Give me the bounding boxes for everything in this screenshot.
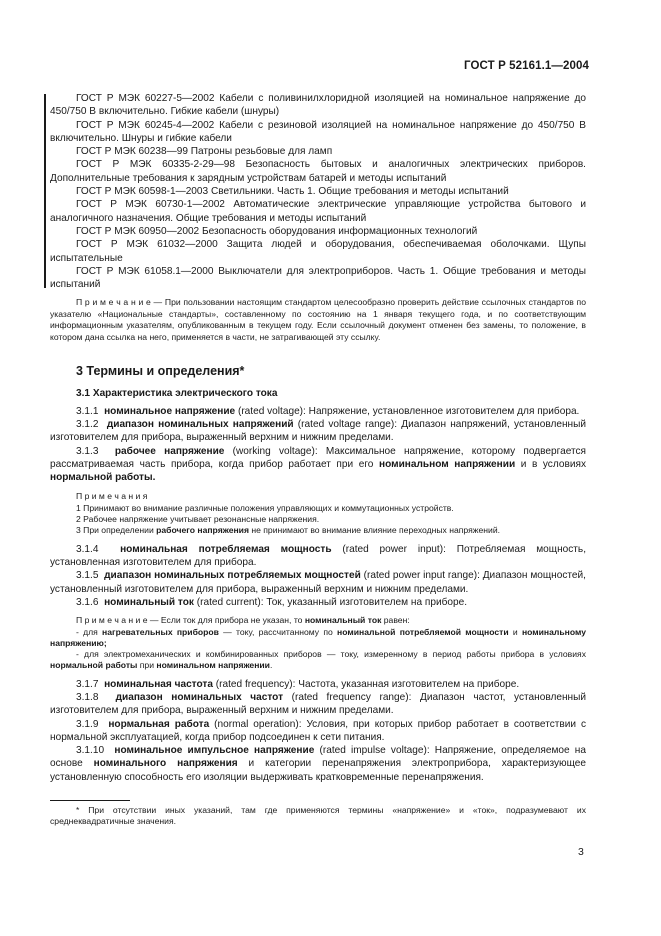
ref-item: ГОСТ Р МЭК 60238—99 Патроны резьбовые для ламп [76,146,333,158]
footnote-divider [50,800,130,801]
note-3-1-6 [50,615,586,671]
page-content [50,92,586,828]
ref-item: ГОСТ Р МЭК 60245-4—2002 Кабели с резиновой изоляцией на номинальное напряжение до 450/750 В включительно. Шнуры и гибкие кабели [50,119,586,144]
term-name: номинальная частота [104,678,213,690]
note-item: - для электромеханических и комбинированных приборов — току, измеренному в период работы прибора в условиях нормальной работы при номинальном напряжении. [50,649,586,671]
section-title: 3 Термины и определения* [76,364,245,379]
term-3-1-10: 3.1.10 номинальное импульсное напряжение (rated impulse voltage): Напряжение, определяемое на основе номинального напряжения и категории перенапряжения электроприбора, характеризующее установленную способность его изоляции выдерживать кратковременные перенапряжения. [50,745,586,783]
note-item: - для нагревательных приборов — току, рассчитанному по номинальной потребляемой мощности и номинальному напряжению; [50,626,586,648]
ref-item: ГОСТ Р МЭК 60335-2-29—98 Безопасность бытовых и аналогичных электрических приборов. Дополнительные требования к зарядным устройствам батарей и методы испытаний [50,159,586,184]
term-name: диапазон номинальных потребляемых мощностей [104,570,361,582]
ref-item: ГОСТ Р МЭК 60730-1—2002 Автоматические электрические управляющие устройства бытового и аналогичного назначения. Общие требования и методы испытаний [50,199,586,224]
document-id: ГОСТ Р 52161.1—2004 [464,60,589,72]
ref-item: ГОСТ Р МЭК 60950—2002 Безопасность оборудования информационных технологий [76,225,478,237]
notes-3-1-3 [50,491,586,537]
footnote: * При отсутствии иных указаний, там где применяются термины «напряжение» и «ток», подразумевают их среднеквадратичные значения. [50,805,586,827]
ref-item: ГОСТ Р МЭК 60598-1—2003 Светильники. Часть 1. Общие требования и методы испытаний [76,186,509,198]
term-name: рабочее напряжение [114,445,225,457]
term-3-1-2: 3.1.2 диапазон номинальных напряжений (rated voltage range): Диапазон напряжений, установленный изготовителем для прибора, выраженный верхним и нижним пределами. [50,419,587,444]
note-item: П р и м е ч а н и е — Если ток для прибора не указан, то номинальный ток равен: [76,615,410,626]
references-note [50,297,586,343]
ref-item: ГОСТ Р МЭК 60227-5—2002 Кабели с поливинилхлоридной изоляцией на номинальное напряжение до 450/750 В включительно. Гибкие кабели (шнуры) [50,93,586,118]
subsection-title: 3.1 Характеристика электрического тока [76,388,278,400]
ref-item: ГОСТ Р МЭК 61058.1—2000 Выключатели для электроприборов. Часть 1. Общие требования и методы испытаний [50,265,586,291]
term-name: номинальное напряжение [104,405,236,417]
term-3-1-1: 3.1.1 номинальное напряжение (rated voltage): Напряжение, установленное изготовителем для прибора. [76,405,580,417]
term-3-1-4: 3.1.4 номинальная потребляемая мощность (rated power input): Потребляемая мощность, установленная изготовителем для прибора. [50,543,586,569]
change-bar [44,94,46,288]
term-3-1-6: 3.1.6 номинальный ток (rated current): Ток, указанный изготовителем на приборе. [76,596,468,608]
term-3-1-9: 3.1.9 нормальная работа (normal operation): Условия, при которых прибор работает в соответствии с нормальной эксплуатацией, когда прибор подсоединен к сети питания. [50,718,586,743]
note-item: 1 Принимают во внимание различные положения управляющих и коммутационных устройств. [76,502,454,513]
term-3-1-7: 3.1.7 номинальная частота (rated frequency): Частота, указанная изготовителем на приборе. [76,678,520,690]
notes-label: П р и м е ч а н и я [76,490,148,501]
term-name: нормальная работа [108,718,210,730]
note-label: П р и м е ч а н и е — [76,297,163,308]
term-name: номинальное импульсное напряжение [114,745,315,757]
note-item: 3 При определении рабочего напряжения не принимают во внимание влияние переходных напряжений. [76,525,501,536]
term-name: диапазон номинальных частот [115,691,284,703]
term-name: диапазон номинальных напряжений [106,419,294,431]
page-number: 3 [578,846,584,858]
note-text: При пользовании настоящим стандартом целесообразно проверить действие ссылочных стандартов по указателю «Национальные стандарты», составленному по состоянию на 1 января текущего года, и по соответствующим информационным указателям, опубликованным в текущем году. Если ссылочный документ отменен без замены, то положение, в котором дана ссылка на него, применяется в части, не затрагивающей эту ссылку. [50,297,586,342]
term-3-1-8: 3.1.8 диапазон номинальных частот (rated frequency range): Диапазон частот, установленный изготовителем для прибора, выраженный верхним и нижним пределами. [50,691,586,717]
ref-item: ГОСТ Р МЭК 61032—2000 Защита людей и оборудования, обеспечиваемая оболочками. Щупы испытательные [50,239,586,264]
term-name: номинальный ток [104,596,194,608]
term-name: номинальная потребляемая мощность [120,543,332,555]
term-3-1-3: 3.1.3 рабочее напряжение (working voltage): Максимальное напряжение, которому подвергается рассматриваемая часть прибора, когда прибор работает при его номинальном напряжении и в условиях нормальной работы. [50,445,586,484]
note-item: 2 Рабочее напряжение учитывает резонансные напряжения. [76,514,320,525]
term-3-1-5: 3.1.5 диапазон номинальных потребляемых мощностей (rated power input range): Диапазон мощностей, установленный изготовителем для прибора, выраженный верхним и нижним пределами. [50,570,586,595]
